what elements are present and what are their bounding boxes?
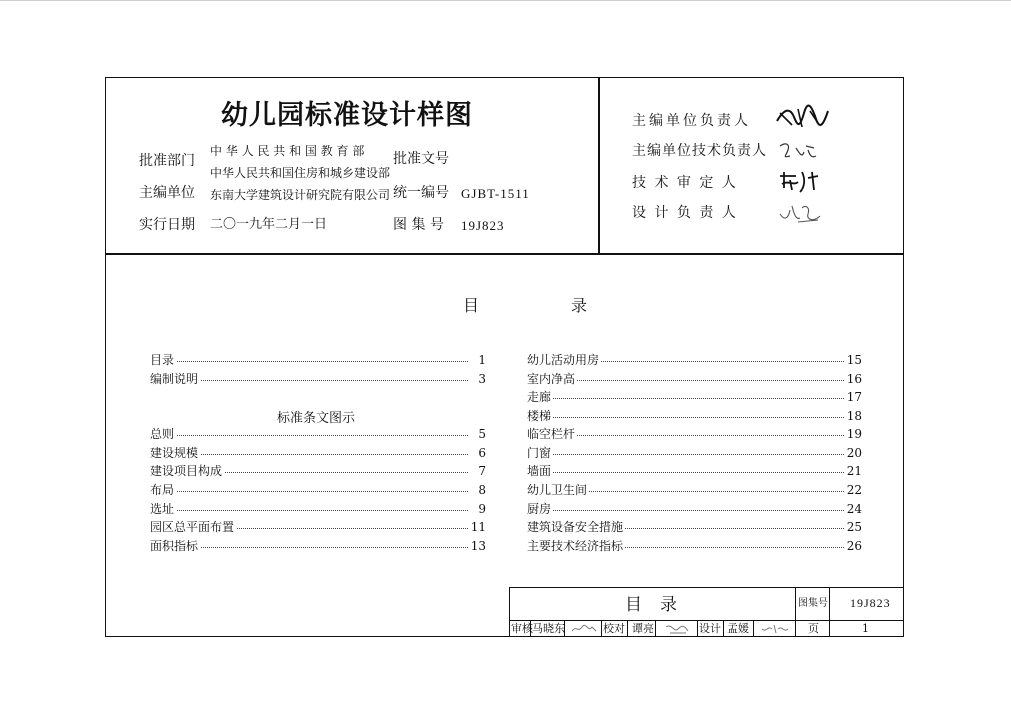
signature-chief-editor	[774, 103, 830, 131]
toc-entry-label: 室内净高	[527, 372, 576, 386]
atlas-no-label: 图 集 号	[393, 217, 444, 233]
dot-leader	[527, 454, 844, 455]
date-label: 实行日期	[139, 217, 195, 233]
toc-entry-page: 16	[846, 372, 862, 386]
toc-entry-page: 21	[846, 464, 862, 478]
header-vertical-separator	[598, 77, 600, 254]
toc-entry-label: 门窗	[527, 446, 552, 460]
top-edge-line	[0, 0, 1011, 1]
dot-leader	[150, 491, 468, 492]
toc-entry[interactable]	[527, 537, 862, 555]
toc-entry-page: 6	[478, 446, 486, 460]
design-name: 孟媛	[727, 622, 749, 635]
signature-checker	[664, 621, 692, 636]
header-separator	[105, 253, 904, 255]
toc-entry[interactable]	[527, 388, 862, 406]
toc-entry-page: 5	[478, 427, 486, 441]
toc-entry-label: 主要技术经济指标	[527, 539, 624, 553]
toc-entry[interactable]	[527, 351, 862, 369]
toc-entry-label: 选址	[150, 502, 175, 516]
page-label: 页	[808, 622, 819, 635]
toc-entry-page: 20	[846, 446, 862, 460]
dot-leader	[150, 435, 468, 436]
toc-entry[interactable]	[527, 462, 862, 480]
toc-entry[interactable]	[150, 370, 486, 388]
toc-entry[interactable]	[527, 425, 862, 443]
toc-entry-label: 建筑设备安全措施	[527, 520, 624, 534]
toc-entry-page: 9	[478, 502, 486, 516]
role-tech-reviewer: 技 术 审 定 人	[632, 175, 738, 191]
title-block-divider	[510, 620, 903, 621]
toc-entry[interactable]	[150, 425, 486, 443]
role-chief-editor: 主编单位负责人	[632, 113, 751, 129]
toc-entry-page: 18	[846, 409, 862, 423]
toc-entry-label: 布局	[150, 483, 175, 497]
signature-tech-reviewer	[778, 168, 824, 194]
approval-dept-1: 中 华 人 民 共 和 国 教 育 部	[210, 144, 365, 158]
toc-entry[interactable]	[150, 481, 486, 499]
toc-entry-label: 幼儿卫生间	[527, 483, 588, 497]
dot-leader	[150, 510, 468, 511]
toc-entry-label: 走廊	[527, 390, 552, 404]
toc-entry-page: 25	[846, 520, 862, 534]
toc-entry-page: 1	[478, 353, 486, 367]
signature-design-lead	[778, 200, 824, 226]
toc-entry-page: 3	[478, 372, 486, 386]
dot-leader	[150, 361, 468, 362]
atlas-title: 幼儿园标准设计样图	[221, 100, 473, 131]
check-name: 谭亮	[632, 622, 654, 635]
dot-leader	[527, 417, 844, 418]
title-block-col	[753, 620, 754, 637]
role-design-lead: 设 计 负 责 人	[632, 205, 738, 221]
date-value: 二〇一九年二月一日	[210, 217, 328, 232]
toc-entry-label: 建设规模	[150, 446, 199, 460]
dot-leader	[527, 472, 844, 473]
approval-doc-label: 批准文号	[393, 151, 449, 167]
title-block-col	[655, 620, 656, 637]
toc-entry-page: 7	[478, 464, 486, 478]
design-label: 设计	[699, 622, 721, 635]
toc-entry-label: 建设项目构成	[150, 464, 223, 478]
title-block-col	[829, 587, 830, 637]
toc-entry[interactable]	[150, 500, 486, 518]
title-block-col	[697, 620, 698, 637]
atlas-no-value: 19J823	[461, 218, 505, 233]
toc-entry-label: 面积指标	[150, 539, 199, 553]
editor-label: 主编单位	[139, 185, 195, 201]
title-block-col	[601, 620, 602, 637]
toc-entry-label: 楼梯	[527, 409, 552, 423]
toc-entry-page: 26	[846, 539, 862, 553]
toc-entry-page: 8	[478, 483, 486, 497]
approval-dept-2: 中华人民共和国住房和城乡建设部	[210, 166, 391, 180]
role-tech-lead: 主编单位技术负责人	[632, 143, 767, 159]
review-name: 马晓东	[532, 622, 565, 635]
toc-entry[interactable]	[527, 370, 862, 388]
toc-entry-page: 24	[846, 502, 862, 516]
atlas-no-value-small: 19J823	[850, 596, 891, 610]
dot-leader	[527, 398, 844, 399]
signature-tech-lead	[778, 140, 818, 162]
page-value: 1	[862, 622, 869, 635]
signature-reviewer	[570, 621, 598, 636]
drawing-title: 目录	[625, 595, 695, 615]
toc-entry[interactable]	[150, 351, 486, 369]
toc-entry-page: 19	[846, 427, 862, 441]
signature-designer	[760, 621, 790, 636]
check-label: 校对	[603, 622, 625, 635]
dot-leader	[527, 510, 844, 511]
toc-entry-label: 临空栏杆	[527, 427, 576, 441]
toc-entry[interactable]	[150, 518, 486, 536]
toc-entry-label: 墙面	[527, 464, 552, 478]
toc-entry-label: 总则	[150, 427, 175, 441]
toc-entry[interactable]	[150, 537, 486, 555]
toc-entry[interactable]	[527, 518, 862, 536]
toc-entry-page: 13	[470, 539, 486, 553]
toc-entry[interactable]	[527, 407, 862, 425]
toc-entry-page: 15	[846, 353, 862, 367]
section-heading: 标准条文图示	[277, 411, 356, 426]
title-block-col	[795, 587, 796, 637]
unified-no-value: GJBT-1511	[461, 186, 530, 201]
toc-entry[interactable]	[150, 462, 486, 480]
toc-entry-label: 园区总平面布置	[150, 520, 235, 534]
toc-entry[interactable]	[527, 444, 862, 462]
title-block-col	[723, 620, 724, 637]
toc-entry-label: 目录	[150, 353, 175, 367]
toc-entry-page: 11	[470, 520, 486, 534]
title-block-col	[627, 620, 628, 637]
toc-entry-label: 编制说明	[150, 372, 199, 386]
unified-no-label: 统一编号	[393, 185, 449, 201]
toc-entry[interactable]	[527, 500, 862, 518]
toc-entry-label: 幼儿活动用房	[527, 353, 600, 367]
toc-entry-page: 17	[846, 390, 862, 404]
approval-dept-label: 批准部门	[139, 153, 195, 169]
atlas-no-label-small: 图集号	[798, 598, 828, 609]
toc-heading: 目 录	[463, 296, 608, 315]
toc-entry-page: 22	[846, 483, 862, 497]
toc-entry[interactable]	[150, 444, 486, 462]
toc-entry[interactable]	[527, 481, 862, 499]
review-label: 审核	[511, 622, 533, 635]
editor-value: 东南大学建筑设计研究院有限公司	[210, 188, 391, 202]
toc-entry-label: 厨房	[527, 502, 552, 516]
